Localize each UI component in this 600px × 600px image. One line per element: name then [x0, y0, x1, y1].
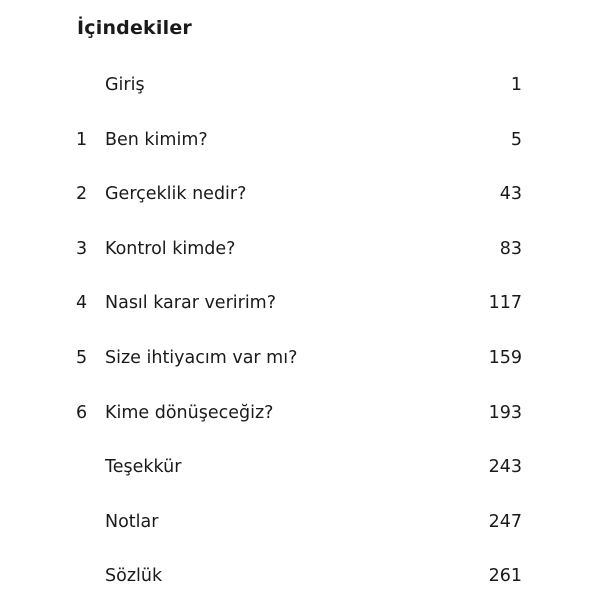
toc-entry-chapter-3 [0, 234, 600, 264]
toc-entry-page: 5 [510, 129, 522, 150]
toc-entry-chapter-5 [0, 343, 600, 373]
toc-entry-chapter-4 [0, 288, 600, 318]
toc-entry-number: 6 [76, 402, 88, 423]
toc-entry-label: Size ihtiyacım var mı? [105, 348, 298, 368]
toc-entry-label: Nasıl karar veririm? [105, 293, 277, 314]
toc-entry-page: 261 [488, 566, 522, 587]
toc-entry-page: 117 [488, 293, 522, 314]
toc-entry-label: Kime dönüşeceğiz? [105, 402, 274, 423]
toc-entry-number: 4 [76, 293, 88, 314]
toc-entry-number: 5 [76, 348, 88, 368]
toc-entry-page: 43 [499, 184, 522, 205]
toc-entry-label: Giriş [105, 75, 145, 95]
toc-entry-chapter-6 [0, 398, 600, 428]
toc-entry-intro [0, 70, 600, 100]
toc-entry-page: 1 [510, 75, 522, 95]
toc-entry-page: 83 [499, 238, 522, 259]
toc-entry-acknowledgements [0, 452, 600, 482]
toc-entry-page: 243 [488, 457, 522, 478]
toc-entry-chapter-2 [0, 179, 600, 209]
toc-entry-label: Ben kimim? [105, 129, 208, 150]
toc-entry-number: 1 [76, 129, 88, 150]
toc-entry-label: Sözlük [105, 566, 163, 587]
toc-entry-notes [0, 507, 600, 537]
toc-entry-label: Notlar [105, 511, 159, 532]
toc-entry-label: Gerçeklik nedir? [105, 184, 247, 205]
toc-entry-page: 193 [488, 402, 522, 423]
toc-entry-glossary [0, 561, 600, 591]
toc-entry-label: Kontrol kimde? [105, 238, 236, 259]
toc-entry-number: 2 [76, 184, 88, 205]
toc-title: İçindekiler [77, 17, 192, 39]
toc-entry-label: Teşekkür [105, 457, 182, 478]
toc-entry-page: 247 [488, 511, 522, 532]
toc-entry-chapter-1 [0, 125, 600, 155]
toc-entry-page: 159 [488, 348, 522, 368]
toc-entry-number: 3 [76, 238, 88, 259]
